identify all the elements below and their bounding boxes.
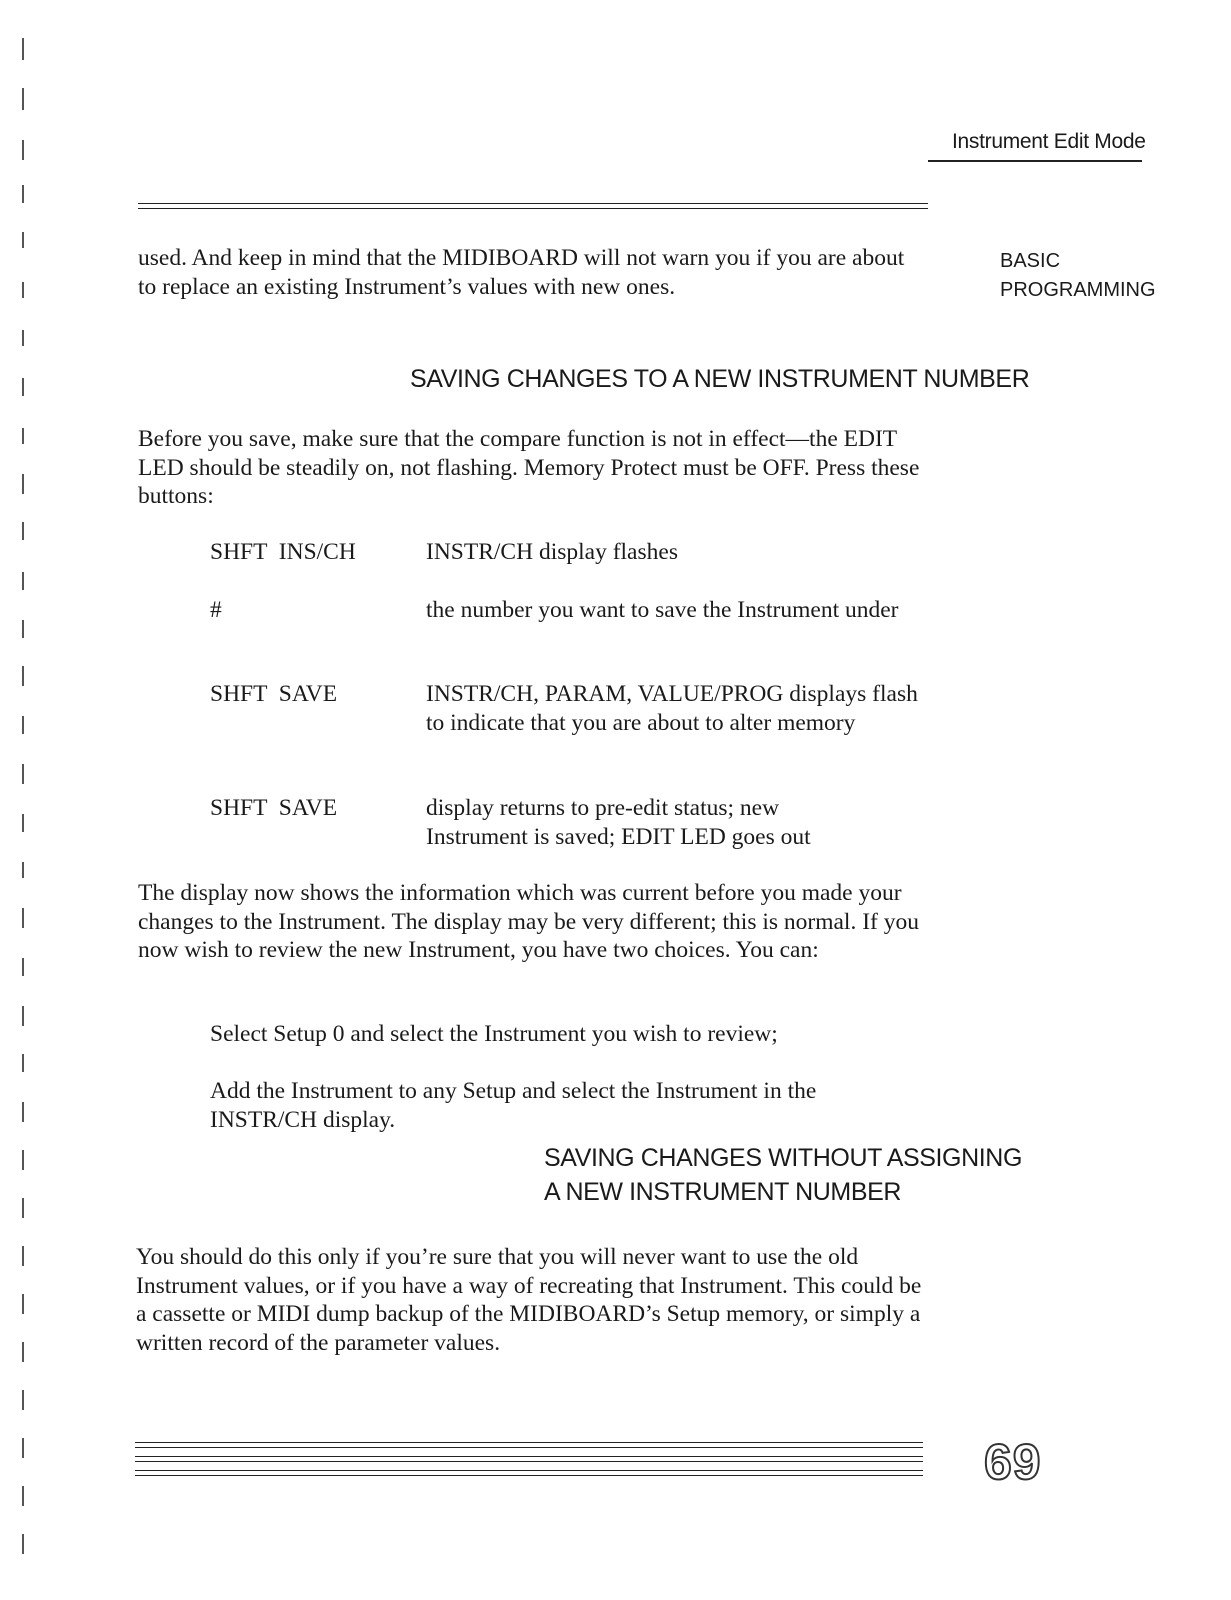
step-1-description: INSTR/CH display flashes xyxy=(426,539,678,565)
section1-heading: SAVING CHANGES TO A NEW INSTRUMENT NUMBER xyxy=(410,365,1030,393)
section-heading-new-number xyxy=(410,362,1029,396)
step-3-description: INSTR/CH, PARAM, VALUE/PROG displays flash to indicate that you are about to alter memory xyxy=(426,681,918,736)
page-number: 69 xyxy=(984,1434,1042,1490)
step-1-key: SHFT INS/CH xyxy=(210,539,356,565)
section2-heading-line2: A NEW INSTRUMENT NUMBER xyxy=(544,1178,902,1206)
choice-1: Select Setup 0 and select the Instrument you wish to review; xyxy=(210,1021,778,1047)
running-header: Instrument Edit Mode xyxy=(952,130,1146,153)
side-label-line1: BASIC xyxy=(1000,250,1061,272)
side-section-label xyxy=(1000,247,1156,305)
header-underline xyxy=(928,160,1142,162)
bottom-rules xyxy=(135,1442,923,1476)
step-2-description: the number you want to save the Instrument under xyxy=(426,597,899,623)
step-3-key: SHFT SAVE xyxy=(210,681,338,707)
choice-2: Add the Instrument to any Setup and select the Instrument in the INSTR/CH display. xyxy=(210,1078,817,1133)
step-4-description: display returns to pre-edit status; new Instrument is saved; EDIT LED goes out xyxy=(426,795,811,850)
top-double-rule xyxy=(138,203,928,213)
side-label-line2: PROGRAMMING xyxy=(1000,279,1156,301)
section2-paragraph: You should do this only if you’re sure that you will never want to use the old Instrument values, or if you have a way of recreating that Instrument. This could be a cassette or MIDI dump backup of the MIDIBOARD’s Setup memory, or simply a written record of the parameter values. xyxy=(136,1244,922,1356)
section2-heading-line1: SAVING CHANGES WITHOUT ASSIGNING xyxy=(544,1144,1023,1172)
after-save-paragraph: The display now shows the information which was current before you made your changes to the Instrument. The display may be very different; this is normal. If you now wish to review the new Instrument, you have two choices. You can: xyxy=(138,880,919,963)
section1-paragraph: Before you save, make sure that the compare function is not in effect—the EDIT LED should be steadily on, not flashing. Memory Protect must be OFF. Press these buttons: xyxy=(138,426,920,509)
step-2-key: # xyxy=(210,597,222,623)
intro-paragraph: used. And keep in mind that the MIDIBOARD will not warn you if you are about to replace an existing Instrument’s values with new ones. xyxy=(138,245,905,300)
section-heading-without-assigning xyxy=(544,1141,1022,1209)
step-4-key: SHFT SAVE xyxy=(210,795,338,821)
